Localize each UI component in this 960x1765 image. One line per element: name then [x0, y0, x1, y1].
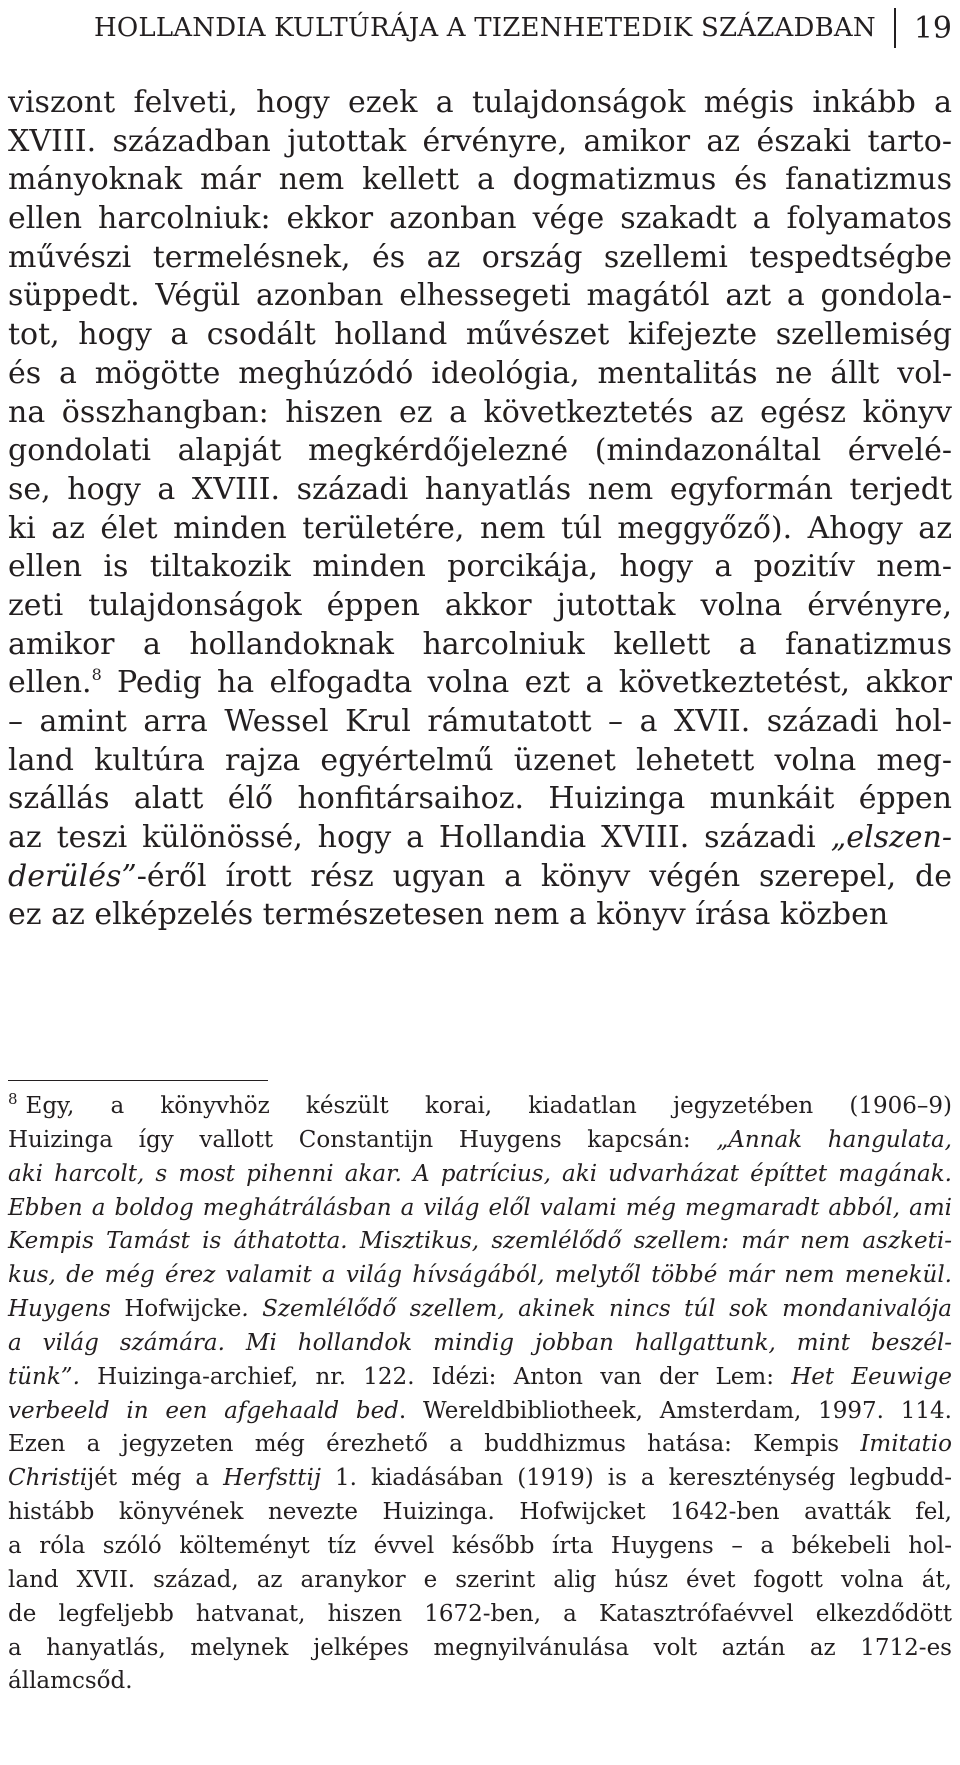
- text-segment: a róla szóló költeményt tíz évvel később írta Huygens – a békebeli hol-: [8, 1532, 952, 1559]
- text-segment: jét még a: [87, 1465, 224, 1492]
- text-segment: na összhangban: hiszen ez a következtetés az egész könyv: [8, 394, 952, 430]
- text-line: [8, 780, 952, 819]
- footnote-line: [8, 1632, 952, 1666]
- text-segment: Huizinga-archief, nr. 122. Idézi: Anton van der Lem:: [79, 1363, 792, 1390]
- footnote-line: [8, 1428, 952, 1462]
- text-segment: se, hogy a XVIII. századi hanyatlás nem egyformán terjedt: [8, 471, 952, 507]
- text-segment: de legfeljebb hatvanat, hiszen 1672-ben, a Katasztrófaévvel elkezdődött: [8, 1600, 952, 1627]
- footnote-line: [8, 1598, 952, 1632]
- italic-text: Kempis Tamást is áthatotta. Misztikus, szemlélődő szellem: már nem aszketi-: [8, 1228, 952, 1255]
- page-number: 19: [913, 10, 952, 46]
- text-line: [8, 84, 952, 123]
- text-segment: Huizinga így vallott Constantijn Huygens kapcsán:: [8, 1126, 717, 1153]
- text-line: [8, 432, 952, 471]
- text-segment: histább könyvének nevezte Huizinga. Hofwijcket 1642-ben avatták fel,: [8, 1499, 952, 1526]
- italic-text: Herfsttij: [223, 1465, 322, 1492]
- text-segment: amikor a hollandoknak harcolniuk kellett a fanatizmus: [8, 626, 952, 662]
- text-line: [8, 277, 952, 316]
- text-segment: land XVII. század, az aranykor e szerint alig húsz évet fogott volna át,: [8, 1566, 952, 1593]
- text-line: [8, 200, 952, 239]
- text-segment: tot, hogy a csodált holland művészet kifejezte szellemiség: [8, 317, 952, 353]
- footnote-line: [8, 1462, 952, 1496]
- text-segment: a hanyatlás, melynek jelképes megnyilvánulása volt aztán az 1712-es: [8, 1634, 952, 1661]
- footnote-line: [8, 1665, 952, 1699]
- text-segment: gondolati alapját megkérdőjelezné (mindazonáltal érvelé-: [8, 433, 952, 469]
- footnote-line: [8, 1496, 952, 1530]
- footnote-line: [8, 1293, 952, 1327]
- text-segment: ki az élet minden területére, nem túl meggyőző). Ahogy az: [8, 510, 952, 546]
- text-segment: ellen is tiltakozik minden porcikája, hogy a pozitív nem-: [8, 549, 952, 585]
- italic-text: „Annak hangulata,: [716, 1126, 952, 1153]
- text-segment: – amint arra Wessel Krul rámutatott – a XVII. századi hol-: [8, 704, 952, 739]
- text-line: [8, 316, 952, 355]
- footnote-line: [8, 1395, 952, 1429]
- text-segment: szállás alatt élő honfitársaihoz. Huizinga munkáit éppen: [8, 781, 952, 817]
- text-line: [8, 548, 952, 587]
- text-segment: XVIII. században jutottak érvényre, amikor az északi tarto-: [8, 123, 952, 159]
- text-segment: ellen harcolniuk: ekkor azonban vége szakadt a folyamatos: [8, 201, 952, 237]
- text-segment: Egy, a könyvhöz készült korai, kiadatlan jegyzetében (1906–9): [25, 1093, 952, 1119]
- italic-text: Huygens: [8, 1296, 125, 1323]
- text-line: [8, 742, 952, 781]
- footnote-line: [8, 1361, 952, 1395]
- italic-text: derülés”: [8, 858, 137, 894]
- main-text: [8, 84, 952, 935]
- text-line: [8, 510, 952, 549]
- text-segment: zeti tulajdonságok éppen akkor jutottak volna érvényre,: [8, 587, 952, 623]
- text-segment: Ezen a jegyzeten még érezhető a buddhizmus hatása: Kempis: [8, 1431, 861, 1458]
- text-line: [8, 858, 952, 897]
- italic-text: Ebben a boldog meghátrálásban a világ elől valami még megmaradt abból, ami: [8, 1194, 952, 1221]
- footnote-reference: 8: [91, 665, 102, 685]
- text-segment: mányoknak már nem kellett a dogmatizmus és fanatizmus: [8, 162, 952, 198]
- text-segment: Hofwijcke: [124, 1296, 242, 1323]
- footnote-line: [8, 1192, 952, 1226]
- page-header: [8, 8, 952, 48]
- text-line: [8, 819, 952, 858]
- text-line: [8, 664, 952, 703]
- italic-text: . Szemlélődő szellem, akinek nincs túl sok mondanivalója: [241, 1296, 952, 1323]
- footnote-separator: [8, 1080, 268, 1081]
- text-line: [8, 239, 952, 278]
- text-segment: Pedig ha elfogadta volna ezt a következtetést, akkor: [101, 665, 952, 701]
- text-line: [8, 123, 952, 162]
- italic-text: verbeeld in een afgehaald bed: [8, 1397, 399, 1424]
- header-divider: [894, 8, 896, 48]
- italic-text: a világ számára. Mi hollandok mindig jobban hallgattunk, mint beszél-: [8, 1329, 952, 1356]
- text-segment: államcsőd.: [8, 1668, 133, 1695]
- running-title: HOLLANDIA KULTÚRÁJA A TIZENHETEDIK SZÁZADBAN: [93, 13, 876, 43]
- text-line: [8, 471, 952, 510]
- italic-text: Het Eeuwige: [791, 1363, 952, 1390]
- footnote-line: [8, 1225, 952, 1259]
- text-segment: süppedt. Végül azonban elhessegeti magától azt a gondola-: [8, 278, 952, 314]
- text-segment: és a mögötte meghúzódó ideológia, mentalitás ne állt vol-: [8, 355, 952, 391]
- text-segment: . Wereldbibliotheek, Amsterdam, 1997. 114.: [398, 1397, 952, 1424]
- footnote-marker: 8: [8, 1090, 18, 1108]
- footnote-line: [8, 1090, 952, 1124]
- footnote-line: [8, 1530, 952, 1564]
- text-line: [8, 626, 952, 665]
- footnote-line: [8, 1124, 952, 1158]
- italic-text: aki harcolt, s most pihenni akar. A patrícius, aki udvarházat építtet magának.: [8, 1160, 952, 1187]
- footnote-line: [8, 1259, 952, 1293]
- footnote-line: [8, 1564, 952, 1598]
- text-line: [8, 703, 952, 742]
- footnote-line: [8, 1158, 952, 1192]
- footnote-section: [8, 1090, 952, 1699]
- italic-text: kus, de még érez valamit a világ hívságából, melytől többé már nem menekül.: [8, 1262, 952, 1289]
- italic-text: tünk”.: [8, 1363, 80, 1390]
- text-segment: ez az elképzelés természetesen nem a könyv írása közben: [8, 897, 889, 933]
- text-line: [8, 896, 952, 935]
- text-segment: -éről írott rész ugyan a könyv végén szerepel, de: [136, 858, 952, 894]
- italic-text: Imitatio: [860, 1431, 952, 1458]
- italic-text: Christi: [8, 1465, 88, 1492]
- text-segment: viszont felveti, hogy ezek a tulajdonságok mégis inkább a: [8, 85, 952, 120]
- text-segment: 1. kiadásában (1919) is a kereszténység legbudd-: [321, 1465, 952, 1492]
- text-line: [8, 161, 952, 200]
- text-segment: az teszi különössé, hogy a Hollandia XVIII. századi: [8, 820, 831, 856]
- text-line: [8, 587, 952, 626]
- text-line: [8, 394, 952, 433]
- text-segment: ellen.: [8, 665, 92, 701]
- text-line: [8, 355, 952, 394]
- italic-text: „elszen-: [830, 820, 952, 856]
- text-segment: land kultúra rajza egyértelmű üzenet lehetett volna meg-: [8, 742, 952, 778]
- text-segment: művészi termelésnek, és az ország szellemi tespedtségbe: [8, 239, 952, 275]
- footnote-line: [8, 1327, 952, 1361]
